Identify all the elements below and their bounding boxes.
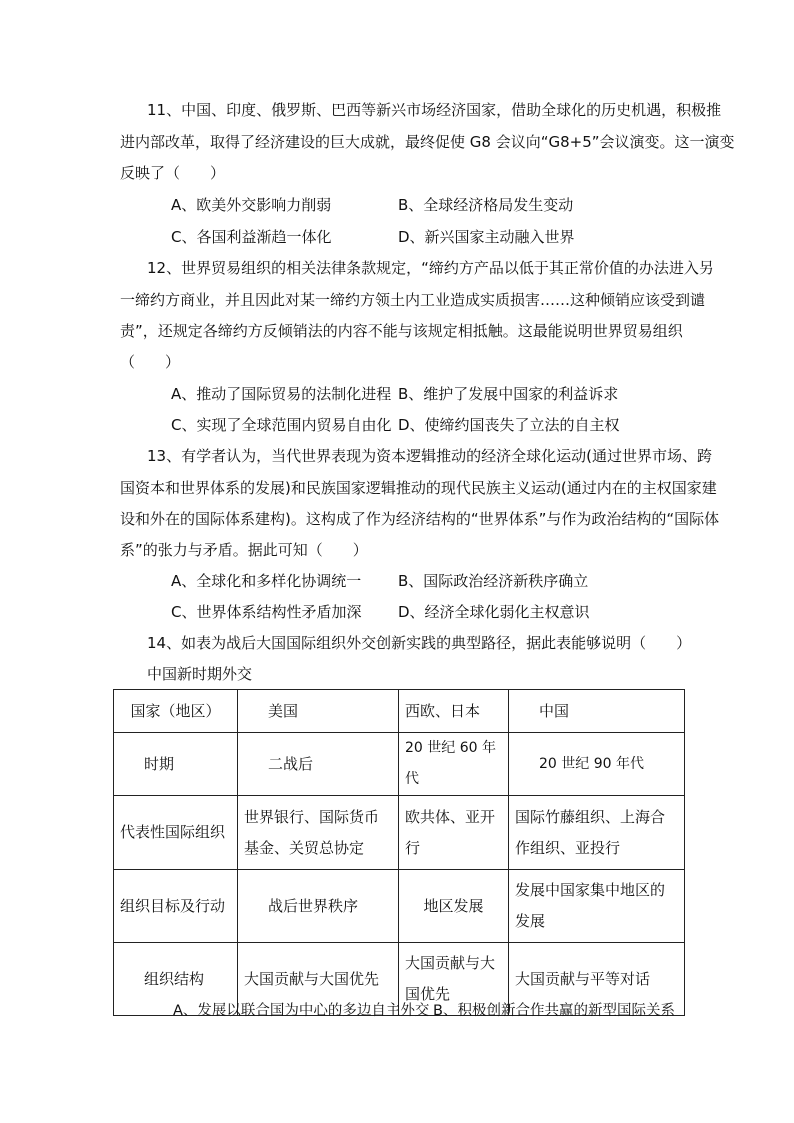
- q12-option-a: A、推动了国际贸易的法制化进程: [171, 385, 392, 403]
- q13-stem-line-2: 国资本和世界体系的发展)和民族国家逻辑推动的现代民族主义运动(通过内在的主权国家建: [120, 479, 717, 497]
- q13-option-d: D、经济全球化弱化主权意识: [398, 603, 590, 621]
- q11-stem-line-2: 进内部改革，取得了经济建设的巨大成就，最终促使 G8 会议向“G8+5”会议演变。这一演变: [120, 133, 735, 151]
- q11-option-a: A、欧美外交影响力削弱: [171, 196, 332, 214]
- diplomacy-table: [113, 689, 685, 1016]
- q13-option-b: B、国际政治经济新秩序确立: [398, 572, 589, 590]
- table-row-period: [114, 733, 685, 796]
- q11-stem-line-1: 11、中国、印度、俄罗斯、巴西等新兴市场经济国家，借助全球化的历史机遇，积极推: [147, 101, 722, 119]
- q11-option-d: D、新兴国家主动融入世界: [398, 228, 575, 246]
- q14-stem-line-1: 14、如表为战后大国国际组织外交创新实践的典型路径，据此表能够说明（ ）: [147, 634, 692, 652]
- table-header-country: 国家（地区）: [114, 690, 238, 733]
- q13-stem-line-1: 13、有学者认为，当代世界表现为资本逻辑推动的经济全球化运动(通过世界市场、跨: [147, 447, 712, 465]
- q13-option-c: C、世界体系结构性矛盾加深: [171, 603, 362, 621]
- table-cell-europe-japan-organizations: 欧共体、亚开行: [399, 796, 509, 870]
- q13-option-a: A、全球化和多样化协调统一: [171, 572, 362, 590]
- table-cell-usa: 美国: [238, 690, 399, 733]
- table-cell-china: 中国: [509, 690, 685, 733]
- q12-stem-line-4: （ ）: [120, 353, 181, 371]
- table-row-country: [114, 690, 685, 733]
- table-cell-europe-japan-goals: 地区发展: [399, 870, 509, 943]
- table-cell-china-structure: 大国贡献与平等对话: [509, 943, 685, 1016]
- table-cell-europe-japan-structure: 大国贡献与大国优先: [399, 943, 509, 1016]
- table-header-period: 时期: [114, 733, 238, 796]
- table-cell-europe-japan-period: 20 世纪 60 年代: [399, 733, 509, 796]
- q11-option-b: B、全球经济格局发生变动: [398, 196, 574, 214]
- q14-stem-line-2: 中国新时期外交: [147, 665, 253, 683]
- q12-stem-line-2: 一缔约方商业，并且因此对某一缔约方领土内工业造成实质损害……这种倾销应该受到谴: [120, 291, 706, 309]
- table-header-goals: 组织目标及行动: [114, 870, 238, 943]
- table-cell-china-organizations: 国际竹藤组织、上海合作组织、亚投行: [509, 796, 685, 870]
- q12-option-c: C、实现了全球范围内贸易自由化: [171, 416, 392, 434]
- q12-stem-line-1: 12、世界贸易组织的相关法律条款规定，“缔约方产品以低于其正常价值的办法进入另: [147, 259, 714, 277]
- table-cell-usa-organizations: 世界银行、国际货币基金、关贸总协定: [238, 796, 399, 870]
- q13-stem-line-4: 系”的张力与矛盾。据此可知（ ）: [120, 541, 368, 559]
- q14-option-a: A、发展以联合国为中心的多边自主外交: [173, 1003, 430, 1019]
- table-header-structure: 组织结构: [114, 943, 238, 1016]
- table-row-organizations: [114, 796, 685, 870]
- q12-option-b: B、维护了发展中国家的利益诉求: [398, 385, 619, 403]
- q12-option-d: D、使缔约国丧失了立法的自主权: [398, 416, 620, 434]
- table-cell-usa-goals: 战后世界秩序: [238, 870, 399, 943]
- q11-option-c: C、各国利益渐趋一体化: [171, 228, 332, 246]
- q11-stem-line-3: 反映了（ ）: [120, 164, 226, 182]
- q12-stem-line-3: 责”，还规定各缔约方反倾销法的内容不能与该规定相抵触。这最能说明世界贸易组织: [120, 322, 683, 340]
- table-cell-usa-structure: 大国贡献与大国优先: [238, 943, 399, 1016]
- table-row-goals: [114, 870, 685, 943]
- table-header-organizations: 代表性国际组织: [114, 796, 238, 870]
- table-cell-china-period: 20 世纪 90 年代: [509, 733, 685, 796]
- q13-stem-line-3: 设和外在的国际体系建构)。这构成了作为经济结构的“世界体系”与作为政治结构的“国际体: [120, 510, 720, 528]
- table-cell-europe-japan: 西欧、日本: [399, 690, 509, 733]
- q14-option-b: B、积极创新合作共赢的新型国际关系: [433, 1003, 675, 1019]
- table-cell-china-goals: 发展中国家集中地区的发展: [509, 870, 685, 943]
- table-cell-usa-period: 二战后: [238, 733, 399, 796]
